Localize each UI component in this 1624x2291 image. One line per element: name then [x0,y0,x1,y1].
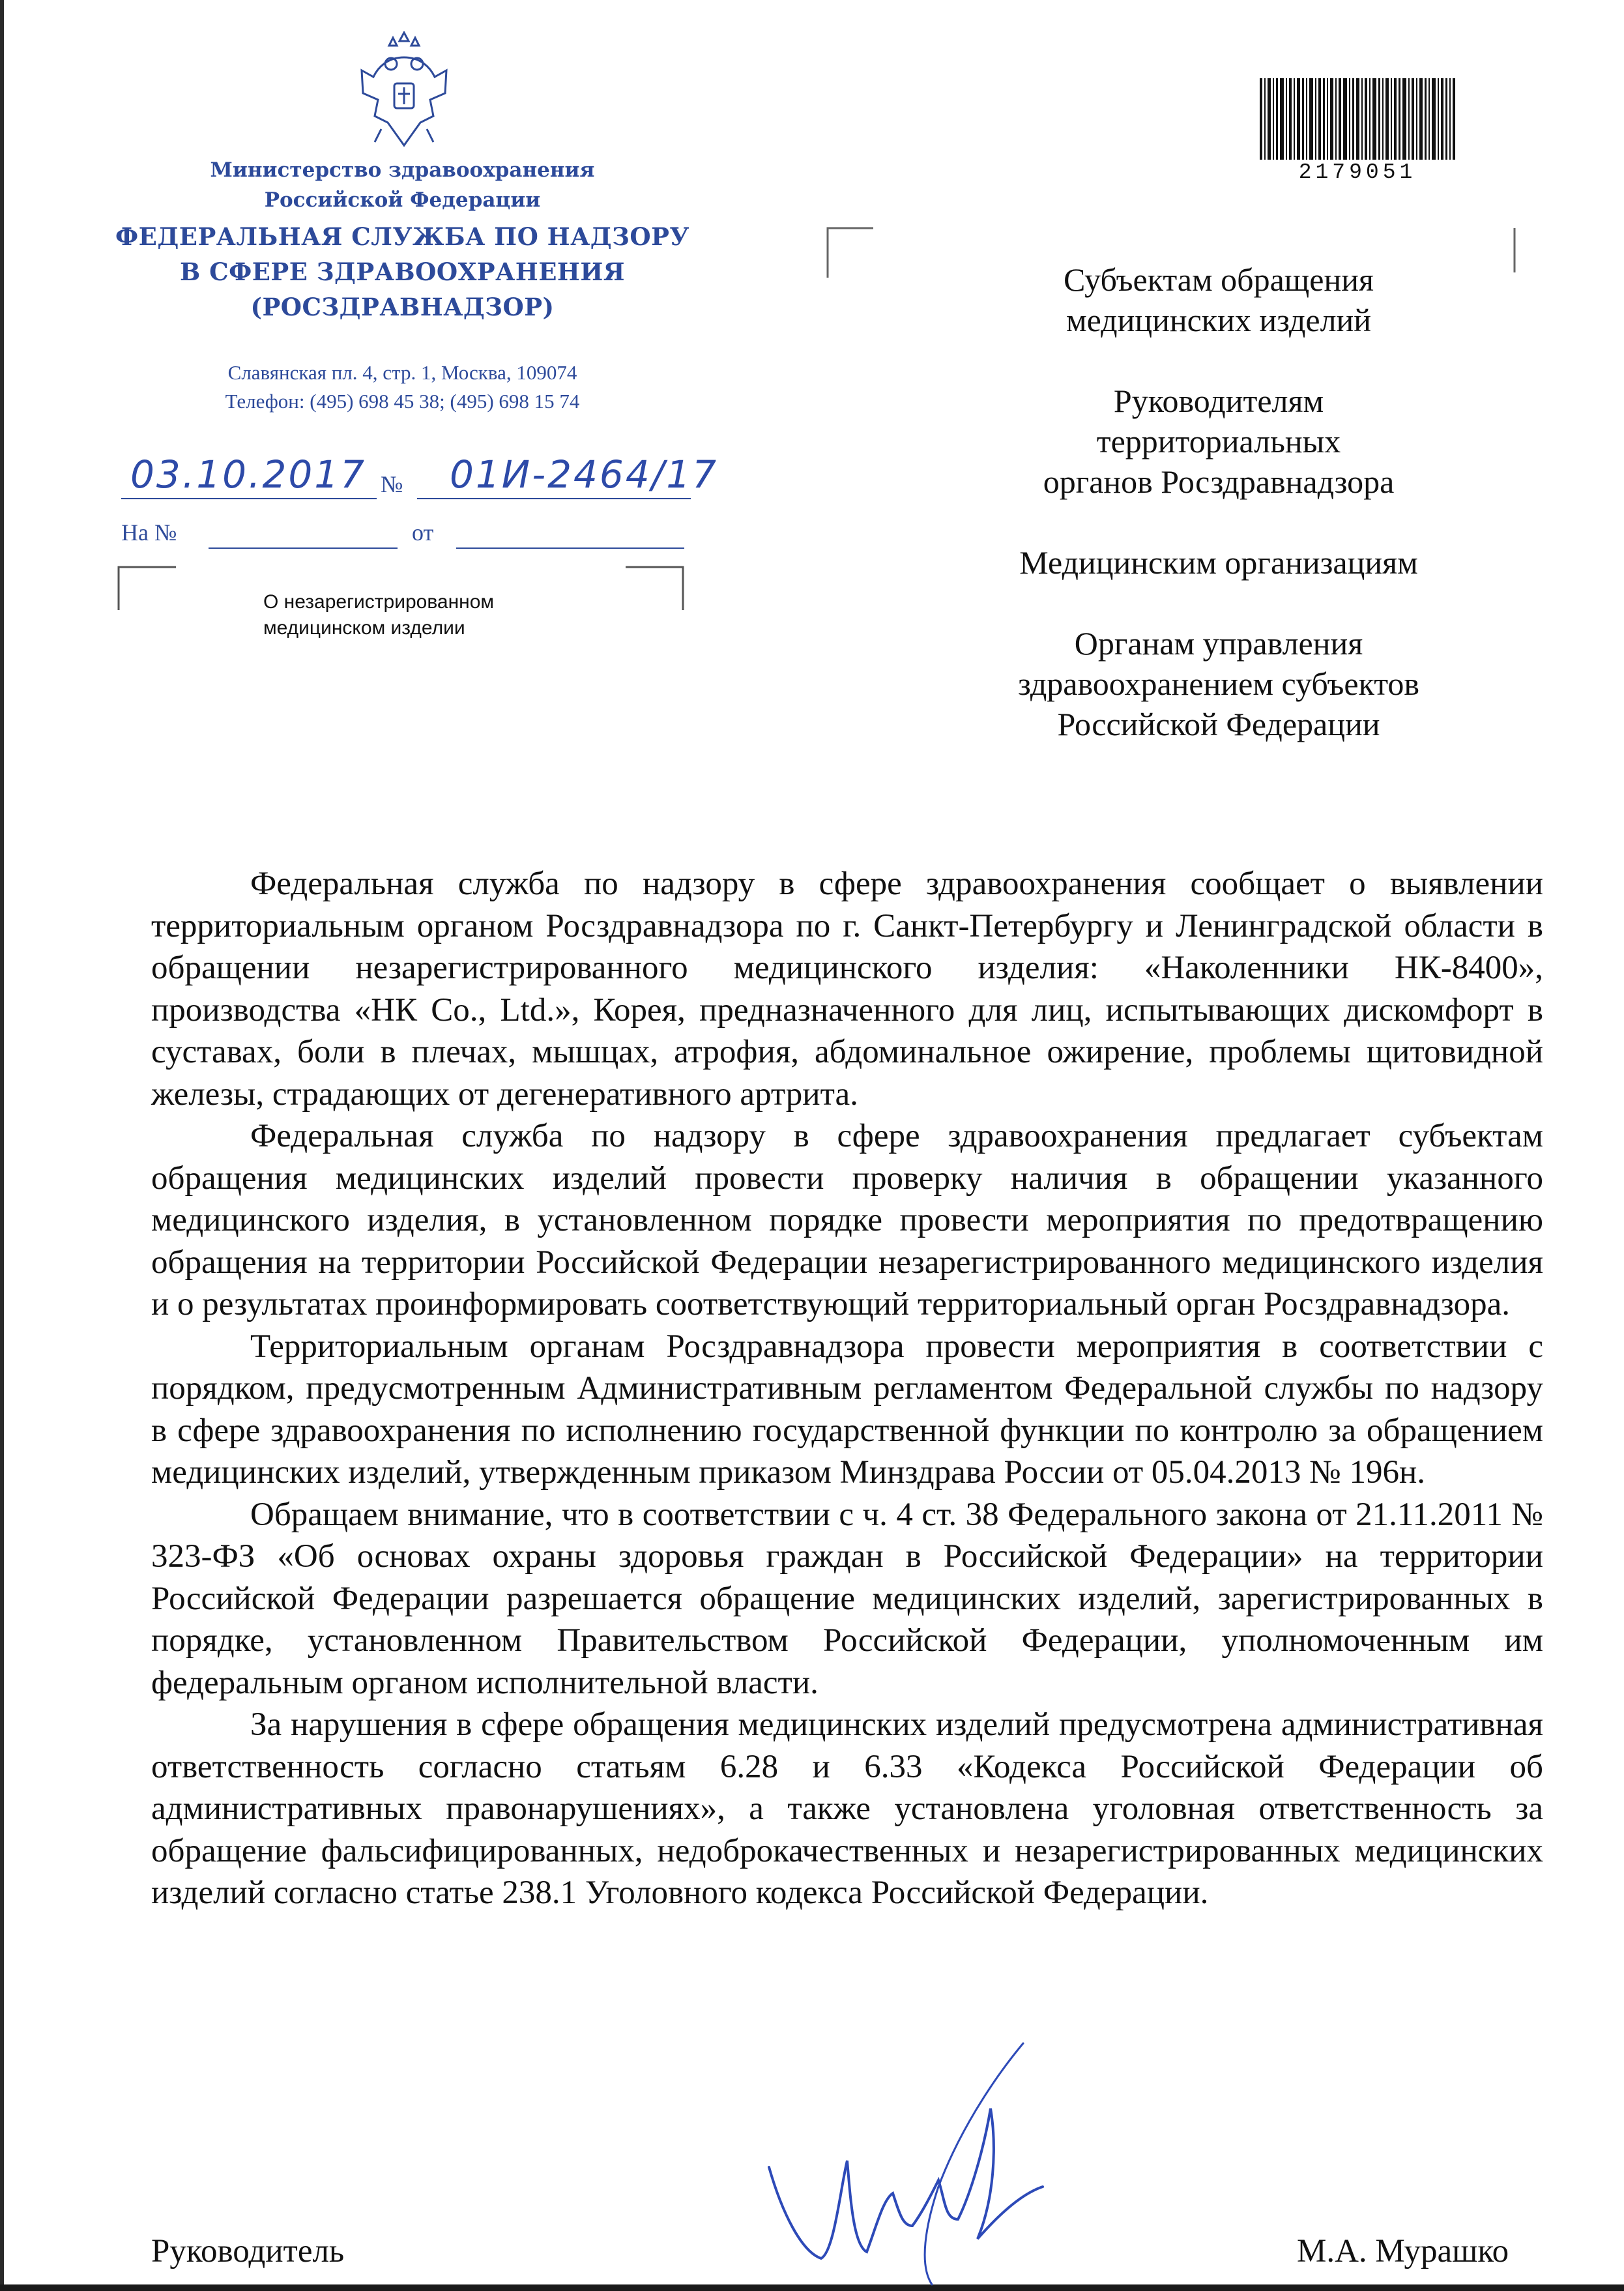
service-address: Славянская пл. 4, стр. 1, Москва, 109074 Телефон: (495) 698 45 38; (495) 698 15 74 [225,361,580,413]
barcode [1260,78,1455,160]
number-underline [417,498,691,499]
letter-subject: О незарегистрированном медицинском изделии [263,591,495,639]
recipient-group: Субъектам обращения медицинских изделий [1064,261,1374,338]
body-paragraph: Территориальным органам Росздравнадзора провести мероприятия в соответствии с порядком, предусмотренным Административным регламентом Федеральной службы по надзору в сфере здравоохранения по исполнению государственной функции по контролю за обращением медицинских изделий, утвержденным приказом Минздрава России от 05.04.2013 № 196н. [151,1328,1543,1491]
reply-reference: На № [121,519,177,546]
signatory-name: М.А. Мурашко [1297,2233,1509,2269]
recipient-group: Медицинским организациям [1019,544,1418,581]
registration-number: 01И-2464/17 [450,452,719,497]
signatory-position: Руководитель [151,2233,345,2269]
coat-of-arms-emblem [349,31,459,149]
number-sign: № [381,471,403,497]
scan-edge [0,0,4,2291]
reply-from-label: от [412,519,434,546]
body-paragraph: Обращаем внимание, что в соответствии с ч. 4 ст. 38 Федерального закона от 21.11.2011 № 323-ФЗ «Об основах охраны здоровья граждан в Российской Федерации» на территории Российской Федерации разрешается обращение медицинских изделий, зарегистрированных в порядке, установленном Правительством Российской Федерации, уполномоченным им федеральным органом исполнительной власти. [151,1496,1543,1701]
reply-date-underline [456,547,684,549]
barcode-number: 2179051 [1298,160,1417,184]
reply-number-underline [209,547,398,549]
letter-body [151,863,1543,1914]
body-paragraph: Федеральная служба по надзору в сфере здравоохранения сообщает о выявлении территориальным органом Росздравнадзора по г. Санкт-Петербургу и Ленинградской области в обращении незарегистрированного медицинского изделия: «Наколенники НК-8400», производства «НК Co., Ltd.», Корея, предназначенного для лиц, испытывающих дискомфорт в суставах, боли в плечах, мышцах, атрофия, абдоминальное ожирение, проблемы щитовидной железы, страдающих от дегенеративного артрита. [151,866,1543,1113]
body-paragraph: Федеральная служба по надзору в сфере здравоохранения предлагает субъектам обращения медицинских изделий провести проверку наличия в обращении указанного медицинского изделия, в установленном порядке провести мероприятия по предотвращению обращения на территории Российской Федерации незарегистрированного медицинского изделия и о результатах проинформировать соответствующий территориальный орган Росздравнадзора. [151,1118,1543,1322]
recipient-group: Руководителям территориальных органов Росздравнадзора [1043,383,1395,500]
service-name: ФЕДЕРАЛЬНАЯ СЛУЖБА ПО НАДЗОРУ В СФЕРЕ ЗДРАВООХРАНЕНИЯ (РОСЗДРАВНАДЗОР) [115,222,689,321]
date-underline [121,498,377,499]
ministry-name: Министерство здравоохранения Российской Федерации [210,158,595,212]
recipients-block [909,259,1528,744]
body-paragraph: За нарушения в сфере обращения медицинских изделий предусмотрена административная ответственность согласно статьям 6.28 и 6.33 «Кодекса Российской Федерации об административных правонарушениях», а также установлена уголовная ответственность за обращение фальсифицированных, недоброкачественных и незарегистрированных медицинских изделий согласно статье 238.1 Уголовного кодекса Российской Федерации. [151,1706,1543,1911]
recipient-group: Органам управления здравоохранением субъектов Российской Федерации [1017,625,1420,742]
registration-date: 03.10.2017 [130,452,367,497]
handwritten-signature [743,2030,1108,2291]
